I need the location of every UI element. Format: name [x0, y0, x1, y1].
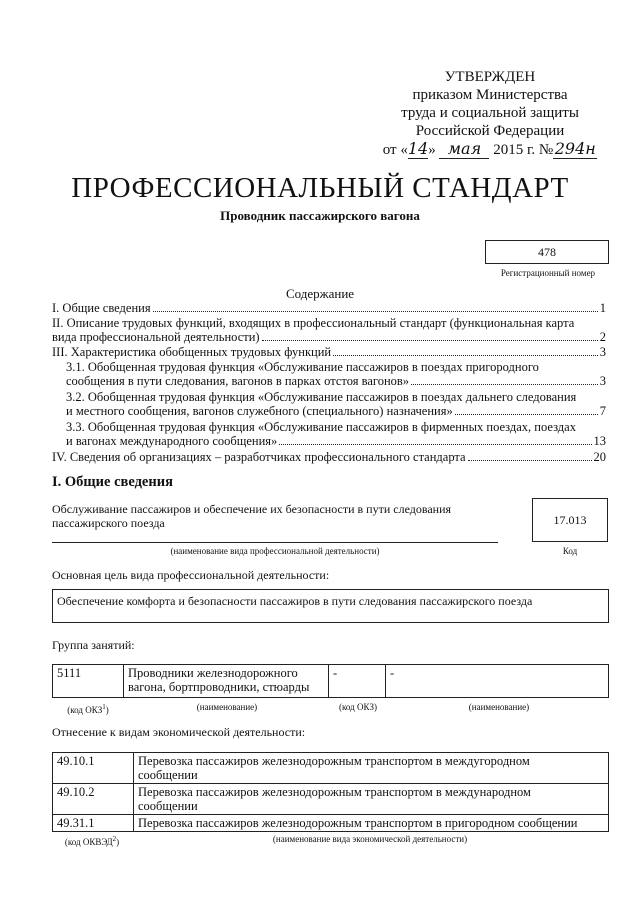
toc-item[interactable] — [52, 450, 606, 464]
registration-label: Регистрационный номер — [500, 268, 596, 278]
toc-item-label: 3.1. Обобщенная трудовая функция «Обслуживание пассажиров в поездах пригородного — [66, 360, 539, 374]
toc-item[interactable] — [52, 345, 606, 359]
toc-leader — [153, 311, 598, 312]
table-row — [53, 665, 609, 698]
toc-item[interactable] — [52, 301, 606, 315]
toc-item-label: IV. Сведения об организациях – разработчиках профессионального стандарта — [52, 450, 466, 464]
toc-item-label: I. Общие сведения — [52, 301, 151, 315]
okz-name-line: вагона, бортпроводники, стюарды — [128, 680, 310, 694]
toc-page: 3 — [599, 345, 606, 359]
activity-code: 17.013 — [553, 513, 587, 527]
okz-code2-cell: - — [329, 665, 386, 698]
okved-label: Отнесение к видам экономической деятельности: — [52, 725, 306, 739]
okved-name-line: сообщении — [138, 768, 198, 782]
occupation-group-table — [52, 664, 609, 698]
toc-leader — [468, 460, 592, 461]
okved-name-line: Перевозка пассажиров железнодорожным транспортом в междугородном — [138, 754, 530, 768]
activity-name — [52, 502, 512, 530]
toc-page: 2 — [599, 330, 606, 344]
toc-item[interactable] — [66, 360, 606, 388]
toc-item-label: 3.3. Обобщенная трудовая функция «Обслуживание пассажиров в фирменных поездах, поездах — [66, 420, 576, 434]
okz-footnote-mark: 1 — [102, 703, 106, 711]
registration-number-box — [485, 240, 609, 264]
toc-item[interactable] — [52, 316, 606, 344]
toc-leader — [455, 414, 598, 415]
document-title: ПРОФЕССИОНАЛЬНЫЙ СТАНДАРТ — [71, 172, 569, 204]
toc-item-label: III. Характеристика обобщенных трудовых функций — [52, 345, 332, 359]
toc-item[interactable] — [66, 390, 606, 418]
toc-item-label: II. Описание трудовых функций, входящих в профессиональный стандарт (функциональная карта — [52, 316, 575, 330]
okz-caption-end: ) — [105, 705, 109, 715]
okved-table — [52, 752, 609, 832]
section-heading: I. Общие сведения — [52, 474, 173, 490]
approval-line-country: Российской Федерации — [415, 123, 565, 139]
toc-leader — [279, 444, 591, 445]
okved-code-caption — [52, 834, 132, 847]
toc-item-label-cont: вида профессиональной деятельности) — [52, 330, 260, 344]
group-label: Группа занятий: — [52, 638, 135, 652]
date-year: 2015 г. № — [493, 142, 554, 158]
goal-box — [52, 589, 609, 623]
okz2-name-caption: (наименование) — [468, 702, 530, 712]
okz-caption-text: (код ОКЗ — [67, 705, 103, 715]
okz2-code-caption: (код ОКЗ) — [339, 702, 377, 712]
activity-name-line: пассажирского поезда — [52, 516, 165, 530]
okved-name-cell — [134, 815, 609, 832]
table-row — [53, 753, 609, 784]
okved-name-line: Перевозка пассажиров железнодорожным транспортом в международном — [138, 785, 531, 799]
goal-text: Обеспечение комфорта и безопасности пассажиров в пути следования пассажирского поезда — [57, 594, 533, 608]
okved-code-cell: 49.10.1 — [53, 753, 134, 784]
okved-name-line: сообщении — [138, 799, 198, 813]
approval-line-ministry: труда и социальной защиты — [401, 105, 579, 121]
activity-caption: (наименование вида профессиональной деятельности) — [170, 546, 380, 556]
toc-heading: Содержание — [285, 286, 355, 301]
toc-page: 1 — [599, 301, 606, 315]
approval-line-order: приказом Министерства — [412, 87, 568, 103]
okved-code-cell: 49.10.2 — [53, 784, 134, 815]
table-row — [53, 815, 609, 832]
activity-code-box — [532, 498, 608, 542]
toc-item-label: 3.2. Обобщенная трудовая функция «Обслуживание пассажиров в поездах дальнего следования — [66, 390, 577, 404]
table-row — [53, 784, 609, 815]
okved-name-cell — [134, 784, 609, 815]
toc-leader — [411, 384, 598, 385]
approval-title: УТВЕРЖДЕН — [444, 69, 536, 85]
date-mid: » — [428, 142, 436, 158]
toc-item-label-cont: и вагонах международного сообщения» — [66, 434, 278, 448]
toc-page: 13 — [593, 434, 606, 448]
okved-caption-text: (код ОКВЭД — [64, 837, 113, 847]
okved-name-line: Перевозка пассажиров железнодорожным транспортом в пригородном сообщении — [138, 816, 578, 830]
okz-name-cell — [124, 665, 329, 698]
toc-page: 7 — [599, 404, 606, 418]
date-prefix: от « — [382, 142, 408, 158]
okz-name-caption: (наименование) — [196, 702, 258, 712]
order-number: 294н — [554, 139, 596, 158]
document-subtitle: Проводник пассажирского вагона — [220, 208, 420, 223]
toc-item-label-cont: и местного сообщения, вагонов служебного (специального) назначения» — [66, 404, 453, 418]
toc-item[interactable] — [66, 420, 606, 448]
date-month: мая — [439, 140, 489, 159]
approval-block — [360, 68, 620, 159]
okz-code-caption — [52, 702, 124, 715]
okz-name-line: Проводники железнодорожного — [128, 666, 298, 680]
activity-name-line: Обслуживание пассажиров и обеспечение их безопасности в пути следования — [52, 502, 452, 516]
date-day: 14 — [407, 139, 429, 158]
okved-footnote-mark: 2 — [112, 835, 117, 843]
registration-number: 478 — [538, 245, 556, 259]
okz-code-cell: 5111 — [53, 665, 124, 698]
toc-leader — [333, 355, 598, 356]
okz-name2-cell: - — [386, 665, 609, 698]
toc-page: 3 — [599, 374, 606, 388]
toc-page: 20 — [593, 450, 606, 464]
toc-leader — [262, 340, 598, 341]
okved-name-caption: (наименование вида экономической деятельности) — [272, 834, 468, 844]
okved-name-cell — [134, 753, 609, 784]
goal-label: Основная цель вида профессиональной деятельности: — [52, 568, 330, 582]
okved-code-cell: 49.31.1 — [53, 815, 134, 832]
okved-caption-end: ) — [116, 837, 120, 847]
activity-underline — [52, 542, 498, 543]
code-caption: Код — [562, 546, 578, 556]
approval-date-line — [360, 140, 620, 159]
toc-item-label-cont: сообщения в пути следования, вагонов в парках отстоя вагонов» — [66, 374, 410, 388]
